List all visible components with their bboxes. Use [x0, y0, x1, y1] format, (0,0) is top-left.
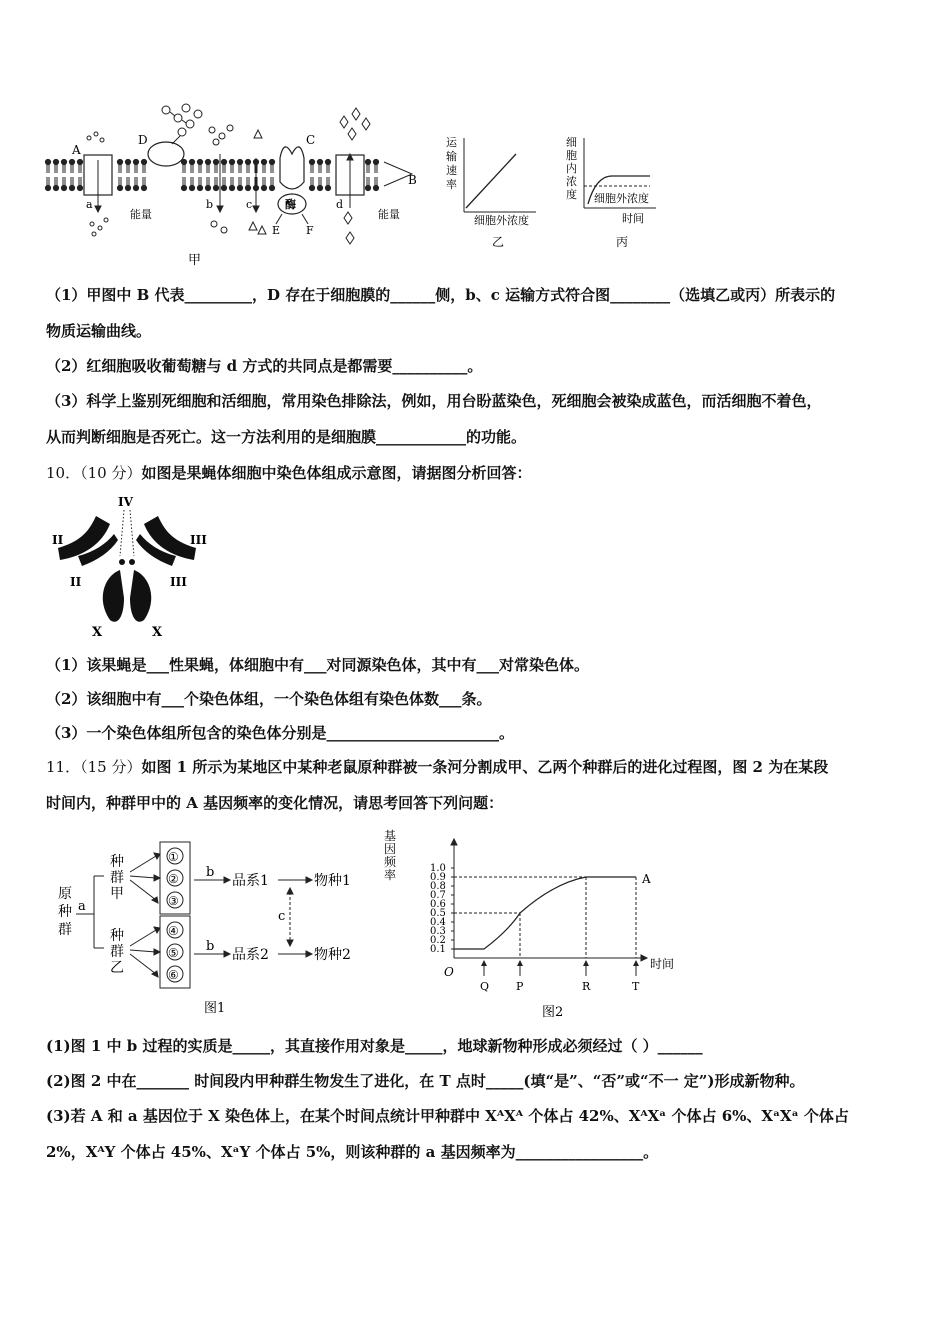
lipid-head: [53, 159, 58, 164]
lipid-tail: [135, 164, 137, 173]
figure-1: [50, 836, 380, 1021]
pop1-2: 群: [110, 870, 124, 886]
label-iii-right: III: [190, 533, 207, 547]
fig2-origin: O: [444, 965, 454, 979]
fig2-xtick-label-P: P: [516, 980, 524, 993]
lipid-tail: [47, 177, 49, 186]
fig2-ytick-label: 0.4: [430, 917, 446, 928]
q11-part3-line1: (3)若 A 和 a 基因位于 X 染色体上，在某个时间点统计甲种群中 XᴬXᴬ 个体占 42%、XᴬXᵃ 个体占 6%、XᵃXᵃ 个体占: [46, 1107, 849, 1125]
lipid-head: [309, 185, 314, 190]
lipid-tail: [375, 177, 377, 186]
lipid-head: [125, 185, 130, 190]
lipid-head: [69, 159, 74, 164]
pop2-3: 乙: [110, 960, 124, 976]
bing-caption: 丙: [616, 235, 629, 249]
fig2-ytick-label: 0.6: [430, 899, 446, 910]
box-5: ⑤: [168, 946, 179, 960]
yi-xlabel: 细胞外浓度: [474, 214, 529, 227]
membrane-figure: [44, 100, 424, 270]
q10-stem-text: 如图是果蝇体细胞中染色体组成示意图，请据图分析回答：: [141, 464, 532, 482]
lipid-head: [141, 159, 146, 164]
lipid-head: [261, 185, 266, 190]
lipid-head: [325, 159, 330, 164]
fig2-ytick-label: 0.9: [430, 872, 446, 883]
lipid-head: [269, 185, 274, 190]
lipid-tail: [47, 164, 49, 173]
chromosome-x-left: [103, 570, 124, 622]
lipid-tail: [191, 177, 193, 186]
lipid-tail: [311, 164, 313, 173]
label-x-right: X: [152, 625, 163, 640]
label-a-upper: A: [72, 143, 81, 157]
fig1-b-bottom: b: [206, 939, 215, 954]
yi-ylabel-2: 输: [446, 150, 457, 163]
lipid-head: [205, 185, 210, 190]
pop2-1: 种: [110, 928, 124, 944]
carrier-c: [280, 147, 304, 189]
bing-annotation: 细胞外浓度: [594, 192, 649, 205]
fig2-xtick-arrowhead: [583, 960, 589, 966]
fig2-ylabel-1: 基: [384, 829, 397, 843]
pop1-1: 种: [110, 854, 124, 870]
label-c-lower: c: [246, 198, 253, 211]
lipid-head: [317, 159, 322, 164]
fig2-xtick-arrowhead: [633, 960, 639, 966]
lipid-tail: [183, 164, 185, 173]
lipid-head: [77, 159, 82, 164]
lipid-tail: [375, 164, 377, 173]
lipid-head: [221, 185, 226, 190]
fig2-ytick-label: 1.0: [430, 863, 446, 874]
lipid-tail: [223, 177, 225, 186]
q11-number: 11．（15 分）: [46, 758, 142, 776]
q10-stem: [46, 463, 531, 483]
fig2-xtick-label-Q: Q: [480, 980, 490, 993]
lipid-head: [213, 185, 218, 190]
q10-number: 10．（10 分）: [46, 464, 142, 482]
q11-stem-line1: [46, 757, 828, 777]
lipid-tail: [79, 177, 81, 186]
lipid-head: [245, 159, 250, 164]
lipid-tail: [319, 164, 321, 173]
lipid-head: [197, 185, 202, 190]
lipid-head: [77, 185, 82, 190]
fig2-curve-label: A: [642, 872, 651, 886]
lipid-tail: [127, 164, 129, 173]
box-6: ⑥: [168, 968, 179, 982]
lipid-head: [237, 185, 242, 190]
lipid-head: [117, 159, 122, 164]
lipid-head: [133, 159, 138, 164]
root-3: 群: [58, 922, 72, 938]
graph-yi: [440, 130, 550, 250]
lipid-tail: [119, 177, 121, 186]
figure-2-chart: [384, 826, 694, 1026]
box-1: ①: [168, 850, 179, 864]
fig2-xtick-label-T: T: [632, 980, 640, 993]
lipid-tail: [231, 164, 233, 173]
lipid-head: [197, 159, 202, 164]
lipid-head: [373, 185, 378, 190]
strain-1: 品系1: [232, 873, 269, 889]
lipid-tail: [327, 177, 329, 186]
fig2-xtick-arrowhead: [517, 960, 523, 966]
lipid-head: [117, 185, 122, 190]
q10-part3: （3）一个染色体组所包含的染色体分别是_______________________。: [46, 724, 514, 742]
energy-label-right: 能量: [378, 208, 400, 221]
species-1: 物种1: [314, 873, 351, 889]
lipid-tail: [71, 164, 73, 173]
lipid-tail: [143, 164, 145, 173]
fig2-ytick-label: 0.1: [430, 944, 446, 955]
fig2-xlabel: 时间: [650, 957, 675, 971]
bing-xlabel: 时间: [622, 212, 644, 225]
lipid-tail: [367, 164, 369, 173]
lipid-head: [365, 185, 370, 190]
box-3: ③: [168, 894, 179, 908]
lipid-tail: [271, 177, 273, 186]
lipid-tail: [135, 177, 137, 186]
label-b-lower: b: [206, 198, 214, 211]
lipid-tail: [367, 177, 369, 186]
fig2-x-arrow: [641, 955, 647, 961]
q11-part2: (2)图 2 中在_______ 时间段内甲种群生物发生了进化，在 T 点时_____(填“是”、“否”或“不一 定”)形成新物种。: [46, 1072, 805, 1090]
lipid-tail: [119, 164, 121, 173]
lipid-head: [133, 185, 138, 190]
fig2-caption: 图2: [542, 1005, 564, 1020]
fig2-ytick-label: 0.7: [430, 890, 446, 901]
lipid-tail: [55, 177, 57, 186]
lipid-head: [45, 159, 50, 164]
label-f: F: [306, 224, 314, 237]
lipid-head: [261, 159, 266, 164]
lipid-head: [45, 185, 50, 190]
lipid-head: [181, 185, 186, 190]
label-ii-left: II: [52, 533, 64, 547]
membrane-caption: 甲: [188, 253, 202, 268]
fig2-ytick-label: 0.3: [430, 926, 446, 937]
q11-stem-line2: 时间内，种群甲中的 A 基因频率的变化情况，请思考回答下列问题：: [46, 794, 504, 812]
lipid-tail: [319, 177, 321, 186]
lipid-tail: [199, 164, 201, 173]
lipid-head: [189, 159, 194, 164]
lipid-tail: [215, 177, 217, 186]
yi-ylabel-3: 速: [446, 164, 457, 177]
lipid-head: [309, 159, 314, 164]
fig2-xtick-label-R: R: [582, 980, 591, 993]
strain-2: 品系2: [232, 947, 269, 963]
lipid-tail: [79, 164, 81, 173]
q9-part2: （2）红细胞吸收葡萄糖与 d 方式的共同点是都需要__________。: [46, 357, 483, 375]
lipid-head: [269, 159, 274, 164]
lipid-tail: [55, 164, 57, 173]
lipid-tail: [191, 164, 193, 173]
lipid-tail: [215, 164, 217, 173]
bing-ylabel-4: 浓: [566, 175, 577, 188]
bing-ylabel-3: 内: [566, 162, 577, 175]
lipid-head: [317, 185, 322, 190]
lipid-head: [373, 159, 378, 164]
label-d-upper: D: [138, 133, 148, 147]
yi-curve: [466, 154, 516, 208]
lipid-tail: [207, 164, 209, 173]
fig1-a: a: [78, 899, 86, 914]
lipid-tail: [239, 177, 241, 186]
fig2-ylabel-3: 频: [384, 855, 397, 869]
lipid-head: [53, 185, 58, 190]
lipid-tail: [223, 164, 225, 173]
lipid-head: [365, 159, 370, 164]
lipid-head: [141, 185, 146, 190]
bing-ylabel-5: 度: [566, 188, 577, 201]
lipid-tail: [63, 177, 65, 186]
lipid-head: [205, 159, 210, 164]
lipid-tail: [231, 177, 233, 186]
lipid-tail: [183, 177, 185, 186]
q11-part3-line2: 2%，XᴬY 个体占 45%、XᵃY 个体占 5%，则该种群的 a 基因频率为_________________。: [46, 1143, 659, 1161]
q9-part3-line2: 从而判断细胞是否死亡。这一方法利用的是细胞膜____________的功能。: [46, 428, 527, 446]
karyotype-figure: [48, 494, 218, 644]
lipid-tail: [247, 177, 249, 186]
q9-part3-line1: （3）科学上鉴别死细胞和活细胞，常用染色排除法，例如，用台盼蓝染色，死细胞会被染成蓝色，而活细胞不着色，: [46, 392, 822, 410]
graph-bing: [562, 130, 682, 250]
pop1-3: 甲: [110, 886, 124, 902]
lipid-tail: [207, 177, 209, 186]
lipid-tail: [63, 164, 65, 173]
lipid-head: [229, 185, 234, 190]
label-iv: IV: [118, 495, 133, 509]
lipid-head: [221, 159, 226, 164]
label-ii-lower: II: [70, 575, 82, 589]
bing-ylabel-2: 胞: [566, 149, 577, 162]
label-c-upper: C: [306, 133, 316, 147]
enzyme-label: 酶: [285, 198, 296, 211]
lipid-tail: [263, 177, 265, 186]
lipid-tail: [143, 177, 145, 186]
fig2-ytick-label: 0.2: [430, 935, 446, 946]
lipid-tail: [127, 177, 129, 186]
lipid-head: [61, 159, 66, 164]
lipid-tail: [247, 164, 249, 173]
root-2: 种: [58, 904, 72, 920]
bing-ylabel-1: 细: [566, 136, 577, 149]
lipid-head: [325, 185, 330, 190]
q9-part1-line1: （1）甲图中 B 代表_________，D 存在于细胞膜的______侧，b、c 运输方式符合图________（选填乙或丙）所表示的: [46, 286, 836, 304]
lipid-tail: [263, 164, 265, 173]
fig2-ytick-label: 0.8: [430, 881, 446, 892]
fig2-ylabel-2: 因: [384, 842, 397, 856]
yi-caption: 乙: [492, 235, 505, 249]
lipid-tail: [71, 177, 73, 186]
label-a-lower: a: [86, 198, 93, 211]
pop2-2: 群: [110, 944, 124, 960]
lipid-tail: [239, 164, 241, 173]
label-d-lower: d: [336, 198, 344, 211]
lipid-head: [213, 159, 218, 164]
label-iii-lower: III: [170, 575, 187, 589]
lipid-head: [229, 159, 234, 164]
lipid-head: [61, 185, 66, 190]
label-e: E: [272, 224, 281, 237]
fig1-caption: 图1: [204, 1001, 226, 1016]
fig1-b-top: b: [206, 865, 215, 880]
root-1: 原: [58, 886, 72, 902]
q9-part1-line2: 物质运输曲线。: [46, 322, 152, 340]
lipid-head: [125, 159, 130, 164]
fig2-xtick-arrowhead: [481, 960, 487, 966]
fig2-y-arrow: [451, 839, 457, 845]
lipid-head: [245, 185, 250, 190]
label-b-upper: B: [408, 173, 417, 187]
fig1-c: c: [278, 909, 286, 924]
lipid-tail: [271, 164, 273, 173]
energy-label-left: 能量: [130, 208, 152, 221]
q11-stem-text: 如图 1 所示为某地区中某种老鼠原种群被一条河分割成甲、乙两个种群后的进化过程图，图 2 为在某段: [141, 758, 829, 776]
lipid-tail: [311, 177, 313, 186]
lipid-tail: [199, 177, 201, 186]
chromosome-x-right: [130, 570, 151, 622]
lipid-head: [189, 185, 194, 190]
glycoprotein-d: [148, 142, 184, 166]
species-2: 物种2: [314, 947, 351, 963]
yi-ylabel-4: 率: [446, 178, 457, 191]
q10-part2: （2）该细胞中有___个染色体组，一个染色体组有染色体数___条。: [46, 690, 492, 708]
label-x-left: X: [92, 625, 103, 640]
q11-part1: (1)图 1 中 b 过程的实质是_____，其直接作用对象是_____，地球新物种形成必须经过（ ）______: [46, 1037, 703, 1055]
q10-part1: （1）该果蝇是___性果蝇，体细胞中有___对同源染色体，其中有___对常染色体。: [46, 656, 589, 674]
lipid-tail: [327, 164, 329, 173]
lipid-head: [237, 159, 242, 164]
box-2: ②: [168, 872, 179, 886]
fig2-ytick-label: 0.5: [430, 908, 446, 919]
yi-ylabel-1: 运: [446, 136, 457, 149]
fig2-ylabel-4: 率: [384, 868, 397, 882]
lipid-head: [69, 185, 74, 190]
box-4: ④: [168, 924, 179, 938]
